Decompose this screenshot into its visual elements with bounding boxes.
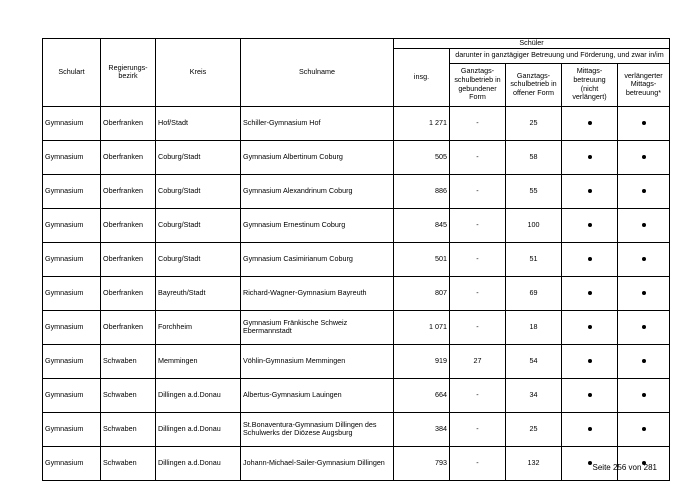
cell-regierungsbezirk: Oberfranken [101,310,156,344]
cell-schulart: Gymnasium [43,412,101,446]
cell-regierungsbezirk: Oberfranken [101,106,156,140]
cell-schulname: Albertus-Gymnasium Lauingen [241,378,394,412]
cell-schulname: St.Bonaventura-Gymnasium Dillingen des Schulwerks der Diözese Augsburg [241,412,394,446]
cell-schulname: Gymnasium Fränkische Schweiz Ebermannstadt [241,310,394,344]
cell-schulname: Johann-Michael-Sailer-Gymnasium Dillingen [241,446,394,480]
bullet-icon [642,393,646,397]
cell-verlaengert [618,106,670,140]
bullet-icon [642,155,646,159]
header-insg: insg. [394,48,450,106]
cell-offen: 25 [506,106,562,140]
cell-mittag [562,140,618,174]
cell-gebunden: - [450,208,506,242]
cell-insg: 501 [394,242,450,276]
cell-regierungsbezirk: Schwaben [101,446,156,480]
cell-kreis: Dillingen a.d.Donau [156,412,241,446]
cell-kreis: Coburg/Stadt [156,174,241,208]
cell-mittag [562,242,618,276]
header-schueler: Schüler [394,39,670,49]
cell-offen: 18 [506,310,562,344]
cell-mittag [562,106,618,140]
bullet-icon [588,121,592,125]
cell-schulart: Gymnasium [43,174,101,208]
cell-schulname: Gymnasium Casimirianum Coburg [241,242,394,276]
cell-schulart: Gymnasium [43,106,101,140]
cell-insg: 919 [394,344,450,378]
cell-gebunden: 27 [450,344,506,378]
cell-schulart: Gymnasium [43,446,101,480]
bullet-icon [642,427,646,431]
cell-offen: 100 [506,208,562,242]
bullet-icon [588,393,592,397]
table-row [43,174,670,208]
bullet-icon [588,189,592,193]
bullet-icon [588,359,592,363]
header-kreis: Kreis [156,39,241,107]
bullet-icon [642,257,646,261]
cell-insg: 845 [394,208,450,242]
cell-regierungsbezirk: Schwaben [101,378,156,412]
bullet-icon [588,325,592,329]
cell-insg: 664 [394,378,450,412]
cell-kreis: Memmingen [156,344,241,378]
cell-kreis: Hof/Stadt [156,106,241,140]
header-gebunden: Ganztags- schulbetrieb in gebundener Form [450,63,506,106]
cell-regierungsbezirk: Oberfranken [101,174,156,208]
cell-verlaengert [618,208,670,242]
cell-mittag [562,310,618,344]
bullet-icon [588,291,592,295]
cell-verlaengert [618,174,670,208]
cell-schulart: Gymnasium [43,378,101,412]
header-darunter: darunter in ganztägiger Betreuung und Förderung, und zwar in/im [450,48,670,63]
cell-insg: 807 [394,276,450,310]
cell-mittag [562,412,618,446]
schools-table [42,38,670,481]
cell-regierungsbezirk: Oberfranken [101,276,156,310]
cell-mittag [562,344,618,378]
cell-regierungsbezirk: Oberfranken [101,242,156,276]
header-offen: Ganztags- schulbetrieb in offener Form [506,63,562,106]
cell-kreis: Dillingen a.d.Donau [156,446,241,480]
cell-verlaengert [618,276,670,310]
cell-insg: 886 [394,174,450,208]
bullet-icon [642,189,646,193]
cell-mittag [562,378,618,412]
cell-mittag [562,276,618,310]
cell-offen: 55 [506,174,562,208]
cell-schulname: Richard-Wagner-Gymnasium Bayreuth [241,276,394,310]
table-row [43,140,670,174]
cell-gebunden: - [450,242,506,276]
cell-schulart: Gymnasium [43,208,101,242]
bullet-icon [642,121,646,125]
bullet-icon [642,325,646,329]
cell-insg: 1 271 [394,106,450,140]
table-row [43,242,670,276]
cell-regierungsbezirk: Oberfranken [101,208,156,242]
cell-gebunden: - [450,140,506,174]
cell-schulname: Schiller-Gymnasium Hof [241,106,394,140]
table-row [43,310,670,344]
cell-gebunden: - [450,446,506,480]
header-regierungsbezirk: Regierungs- bezirk [101,39,156,107]
cell-verlaengert [618,344,670,378]
cell-offen: 69 [506,276,562,310]
bullet-icon [588,223,592,227]
cell-verlaengert [618,242,670,276]
cell-offen: 25 [506,412,562,446]
cell-regierungsbezirk: Schwaben [101,412,156,446]
cell-insg: 505 [394,140,450,174]
cell-kreis: Coburg/Stadt [156,242,241,276]
cell-schulart: Gymnasium [43,242,101,276]
cell-schulname: Gymnasium Alexandrinum Coburg [241,174,394,208]
cell-gebunden: - [450,174,506,208]
bullet-icon [588,155,592,159]
bullet-icon [642,291,646,295]
cell-offen: 54 [506,344,562,378]
cell-kreis: Dillingen a.d.Donau [156,378,241,412]
cell-kreis: Coburg/Stadt [156,140,241,174]
bullet-icon [642,223,646,227]
cell-verlaengert [618,378,670,412]
cell-regierungsbezirk: Schwaben [101,344,156,378]
cell-mittag [562,208,618,242]
bullet-icon [588,257,592,261]
cell-schulname: Gymnasium Albertinum Coburg [241,140,394,174]
header-schulname: Schulname [241,39,394,107]
cell-kreis: Forchheim [156,310,241,344]
cell-schulname: Vöhlin-Gymnasium Memmingen [241,344,394,378]
cell-verlaengert [618,412,670,446]
bullet-icon [588,427,592,431]
cell-schulart: Gymnasium [43,140,101,174]
cell-gebunden: - [450,412,506,446]
cell-verlaengert [618,140,670,174]
page-number: Seite 256 von 281 [592,463,657,472]
table-row [43,208,670,242]
table-row [43,106,670,140]
table-row [43,378,670,412]
cell-schulart: Gymnasium [43,276,101,310]
cell-offen: 51 [506,242,562,276]
header-mittag: Mittags- betreuung (nicht verlängert) [562,63,618,106]
cell-gebunden: - [450,310,506,344]
cell-gebunden: - [450,106,506,140]
table-row [43,344,670,378]
cell-insg: 384 [394,412,450,446]
cell-kreis: Bayreuth/Stadt [156,276,241,310]
header-schulart: Schulart [43,39,101,107]
cell-mittag [562,174,618,208]
cell-gebunden: - [450,276,506,310]
cell-insg: 1 071 [394,310,450,344]
cell-schulart: Gymnasium [43,344,101,378]
cell-offen: 34 [506,378,562,412]
cell-gebunden: - [450,378,506,412]
cell-kreis: Coburg/Stadt [156,208,241,242]
table-row [43,412,670,446]
cell-schulart: Gymnasium [43,310,101,344]
bullet-icon [588,461,592,465]
cell-offen: 58 [506,140,562,174]
table-row [43,276,670,310]
cell-schulname: Gymnasium Ernestinum Coburg [241,208,394,242]
bullet-icon [642,359,646,363]
table-row [43,446,670,480]
cell-insg: 793 [394,446,450,480]
header-verlaengert: verlängerter Mittags- betreuung* [618,63,670,106]
cell-offen: 132 [506,446,562,480]
cell-verlaengert [618,310,670,344]
cell-regierungsbezirk: Oberfranken [101,140,156,174]
